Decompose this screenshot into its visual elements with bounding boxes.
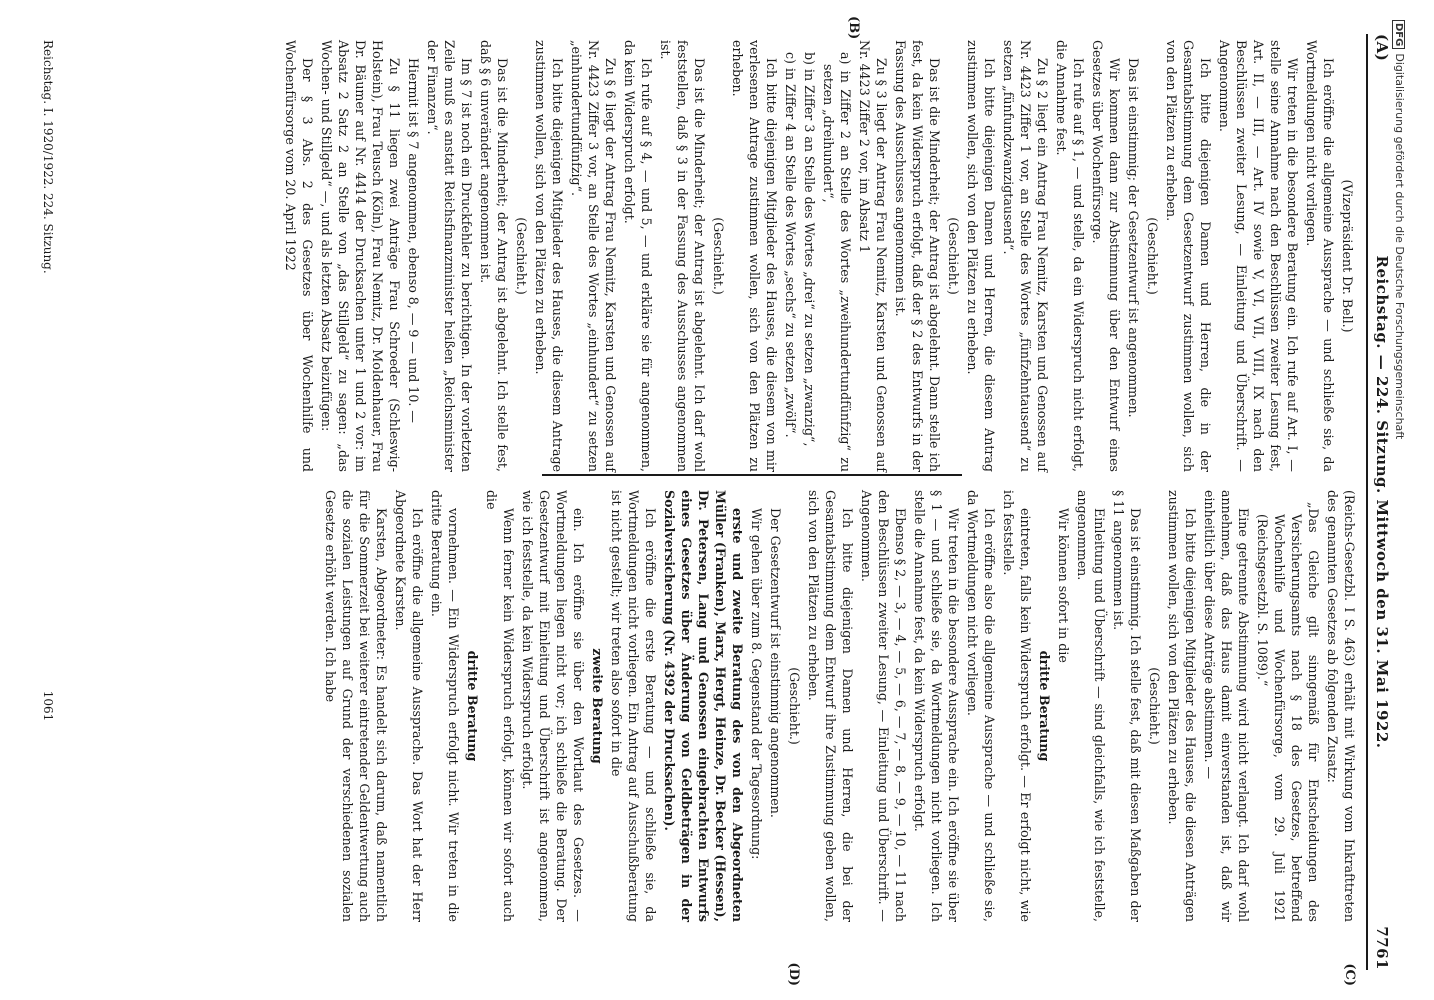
header-title: Reichstag. — 224. Sitzung. Mittwoch den 31. Mai 1922.: [1373, 255, 1391, 749]
paragraph: Das ist einstimmig. Ich stelle fest, daß mit diesen Maßgaben der § 11 angenommen ist.: [1111, 490, 1143, 922]
paragraph: Ich rufe auf § 4, — und 5, — und erkläre sie für angenommen, da kein Widerspruch erfolgt.: [622, 40, 654, 472]
footer-page-number: 1061: [41, 690, 56, 722]
paragraph: Das ist die Minderheit; der Antrag ist abgelehnt. Dann stelle ich fest, da kein Widerspruch erfolgt, daß der § 2 des Entwurfs in der Fassung des Ausschusses angenommen ist.: [893, 40, 942, 472]
paragraph: Der Gesetzentwurf ist einstimmig angenommen.: [768, 508, 783, 818]
column-divider: [542, 474, 962, 476]
paragraph: b) in Ziffer 3 an Stelle des Wortes „drei“ zu setzen „zwanzig“,: [802, 52, 817, 447]
right-column: [320, 490, 1358, 922]
paragraph: (Geschieht.): [1147, 667, 1162, 745]
dfg-logo: DFG: [1392, 20, 1405, 49]
paragraph: Wenn ferner kein Widerspruch erfolgt, können wir sofort auch die: [484, 490, 516, 922]
paragraph: Ich eröffne die erste Beratung — und schließe sie, da Wortmeldungen nicht vorliegen. Ein Antrag auf Ausschußberatung ist nicht gestellt; wir treten also sofort in die: [609, 490, 658, 922]
paragraph: Wir treten in die besondere Aussprache ein. Ich eröffne sie über § 1 — und schließe sie, da Wortmeldungen nicht vorliegen. Ich stelle die Annahme fest, da kein Widerspruch erfolgt.: [912, 490, 961, 922]
paragraph: Ich bitte diejenigen Mitglieder des Hauses, die diesen Anträgen zustimmen wollen, sich von den Plätzen zu erheben.: [1166, 490, 1198, 922]
paragraph: erste und zweite Beratung des von den Abgeordneten Müller (Franken), Marx, Hergt, Heinze, Dr. Becker (Hessen), Dr. Petersen, Lang und Genossen eingebrachten Entwurfs eines Gesetzes über Änderung von Geldbeträgen in der Sozialversicherung (Nr. 4392 der Drucksachen).: [662, 490, 745, 922]
digitization-credit: [1386, 20, 1406, 990]
digitization-credit-text: Digitalisierung gefördert durch die Deutsche Forschungsgemeinschaft: [1393, 53, 1406, 440]
header-left: (A): [1373, 34, 1391, 62]
paragraph: Ich rufe auf § 1, — und stelle, da ein Widerspruch nicht erfolgt, die Annahme fest.: [1054, 40, 1086, 472]
footer-left: Reichstag. I. 1920/1922. 224. Sitzung.: [41, 40, 56, 274]
paragraph: (Geschieht.): [787, 667, 802, 745]
paragraph: Karsten, Abgeordneter: Es handelt sich darum, daß namentlich für die Sommerzeit bei weiterer eintretender Geldentwertung auch die sozialen Leistungen auf Grund der verschiedenen sozialen Gesetze erhöht werden. Ich habe: [323, 490, 389, 922]
paragraph: Ich bitte diejenigen Damen und Herren, die in der Gesamtabstimmung dem Gesetzentwurf zustimmen wollen, sich von den Plätzen zu erheben.: [1164, 40, 1213, 472]
paragraph: Zu § 11 liegen zwei Anträge Frau Schroeder (Schleswig-Holstein), Frau Teusch (Köln), Frau Nemitz, Dr. Moldenhauer, Frau Dr. Bäumer auf Nr. 4414 der Drucksachen unter 1 und 2 vor: im Absatz 2 Satz 2 an Stelle von „das Stillgeld“ zu sagen: „das Wochen- und Stillgeld“ —, und als letzten Absatz beizufügen:: [319, 40, 402, 472]
rotated-page: [32, 16, 1402, 986]
paragraph: eintreten, falls kein Widerspruch erfolgt. — Er erfolgt nicht, wie ich feststelle.: [1001, 490, 1033, 922]
paragraph: Das ist die Minderheit; der Antrag ist abgelehnt. Ich stelle fest, daß § 6 unverändert angenommen ist.: [478, 40, 510, 472]
paragraph: Das ist einstimmig; der Gesetzentwurf ist angenommen.: [1126, 58, 1141, 418]
paragraph: (Vizepräsident Dr. Bell.): [1340, 179, 1355, 333]
paragraph: vornehmen. — Ein Widerspruch erfolgt nicht. Wir treten in die dritte Beratung ein.: [429, 490, 461, 922]
paragraph: (Geschieht.): [1145, 217, 1160, 295]
margin-mark-b: (B): [846, 16, 861, 40]
header-page-number: 7761: [1373, 926, 1391, 970]
margin-mark-d: (D): [786, 962, 801, 986]
paragraph: Ebenso § 2, — 3, — 4, — 5, — 6, — 7, — 8, — 9, — 10, — 11 nach den Beschlüssen zweiter Lesung, — Einleitung und Überschrift. — Angenommen.: [859, 490, 908, 922]
paragraph: (Geschieht.): [946, 217, 961, 295]
paragraph: dritte Beratung: [1037, 650, 1052, 762]
left-column: [280, 40, 1358, 472]
paragraph: Ich bitte diejenigen Damen und Herren, die diesem Antrag zustimmen wollen, sich von den Plätzen zu erheben.: [965, 40, 997, 472]
paragraph: Ich bitte diejenigen Damen und Herren, die bei der Gesamtabstimmung dem Entwurf ihre Zustimmung geben wollen, sich von den Plätzen zu erheben.: [806, 490, 855, 922]
paragraph: Einleitung und Überschrift — sind gleichfalls, wie ich feststelle, angenommen.: [1075, 490, 1107, 922]
paragraph: c) in Ziffer 4 an Stelle des Wortes „sechs“ zu setzen „zwölf“.: [783, 52, 798, 438]
paragraph: (Reichs-Gesetzbl. I S. 463) erhält mit Wirkung vom Inkrafttreten des genannten Gesetzes ab folgenden Zusatz:: [1325, 490, 1357, 922]
paragraph: Ich eröffne also die allgemeine Aussprache — und schließe sie, da Wortmeldungen nicht vorliegen.: [965, 490, 997, 922]
paragraph: Wir gehen über zum 8. Gegenstand der Tagesordnung:: [749, 508, 764, 860]
paragraph: Wir können sofort in die: [1056, 508, 1071, 663]
paragraph: Der § 3 Abs. 2 des Gesetzes über Wochenhilfe und Wochenfürsorge vom 20. April 1922: [283, 40, 315, 472]
paragraph: Eine getrennte Abstimmung wird nicht verlangt. Ich darf wohl annehmen, daß das Haus damit einverstanden ist, daß wir einheitlich über diese Anträge abstimmen. —: [1202, 490, 1251, 922]
paragraph: Hiermit ist § 7 angenommen, ebenso 8, — 9 — und 10. —: [406, 58, 421, 423]
margin-mark-c: (C): [1342, 963, 1357, 986]
paragraph: a) in Ziffer 2 an Stelle des Wortes „zweihundertundfünfzig“ zu setzen „dreihundert“,: [821, 52, 853, 472]
paragraph: (Geschieht.): [711, 217, 726, 295]
paragraph: ein. Ich eröffne sie über den Wortlaut des Gesetzes. — Wortmeldungen liegen nicht vor; ich schließe die Beratung. Der Gesetzentwurf mit Einleitung und Überschrift ist angenommen, wie ich feststelle, da kein Widerspruch erfolgt.: [520, 490, 586, 922]
paragraph: Wir treten in die besondere Beratung ein. Ich rufe auf Art. I, — stelle seine Annahme nach den Beschlüssen zweiter Lesung fest, Art. II, — III, — Art. IV sowie V, VI, VII, VIII, IX nach den Beschlüssen zweiter Lesung, — Einleitung und Überschrift. — Angenommen.: [1217, 40, 1300, 472]
paragraph: Zu § 3 liegt der Antrag Frau Nemitz, Karsten und Genossen auf Nr. 4423 Ziffer 2 vor, im Absatz 1: [857, 40, 889, 472]
paragraph: Ich eröffne die allgemeine Aussprache — und schließe sie, da Wortmeldungen nicht vorliegen.: [1304, 40, 1336, 472]
paragraph: (Geschieht.): [514, 217, 529, 295]
paragraph: Ich bitte diejenigen Mitglieder des Hauses, die diesem von mir verlesenen Antrage zustimmen wollen, sich von den Plätzen zu erheben.: [730, 40, 779, 472]
paragraph: dritte Beratung: [465, 650, 480, 762]
paragraph: Ich bitte diejenigen Mitglieder des Hauses, die diesem Antrage zustimmen wollen, sich von den Plätzen zu erheben.: [533, 40, 565, 472]
paragraph: Zu § 2 liegt ein Antrag Frau Nemitz, Karsten und Genossen auf Nr. 4423 Ziffer 1 vor, an Stelle des Wortes „fünfzehntausend“ zu setzen „fünfundzwanzigtausend“.: [1001, 40, 1050, 472]
paragraph: Wir kommen dann zur Abstimmung über den Entwurf eines Gesetzes über Wochenfürsorge.: [1090, 40, 1122, 472]
paragraph: zweite Beratung: [590, 648, 605, 764]
paragraph: Zu § 6 liegt der Antrag Frau Nemitz, Karsten und Genossen auf Nr. 4423 Ziffer 3 vor, an Stelle des Wortes „einhundert“ zu setzen „einhundertundfünfzig“.: [569, 40, 618, 472]
paragraph: Ich eröffne die allgemeine Aussprache. Das Wort hat der Herr Abgeordnete Karsten.: [393, 490, 425, 922]
paragraph: „Das Gleiche gilt sinngemäß für Entscheidungen des Versicherungsamts nach § 18 des Gesetzes, betreffend Wochenhilfe und Wochenfürsorge, vom 29. Juli 1921 (Reichsgesetzbl. S. 1089).“: [1255, 502, 1321, 922]
paragraph: Im § 7 ist noch ein Druckfehler zu berichtigen. In der vorletzten Zeile muß es anstatt Reichsfinanzminister heißen „Reichsminister der Finanzen“.: [425, 40, 474, 472]
paragraph: Das ist die Minderheit; der Antrag ist abgelehnt. Ich darf wohl feststellen, daß § 3 in der Fassung des Ausschusses angenommen ist.: [658, 40, 707, 472]
